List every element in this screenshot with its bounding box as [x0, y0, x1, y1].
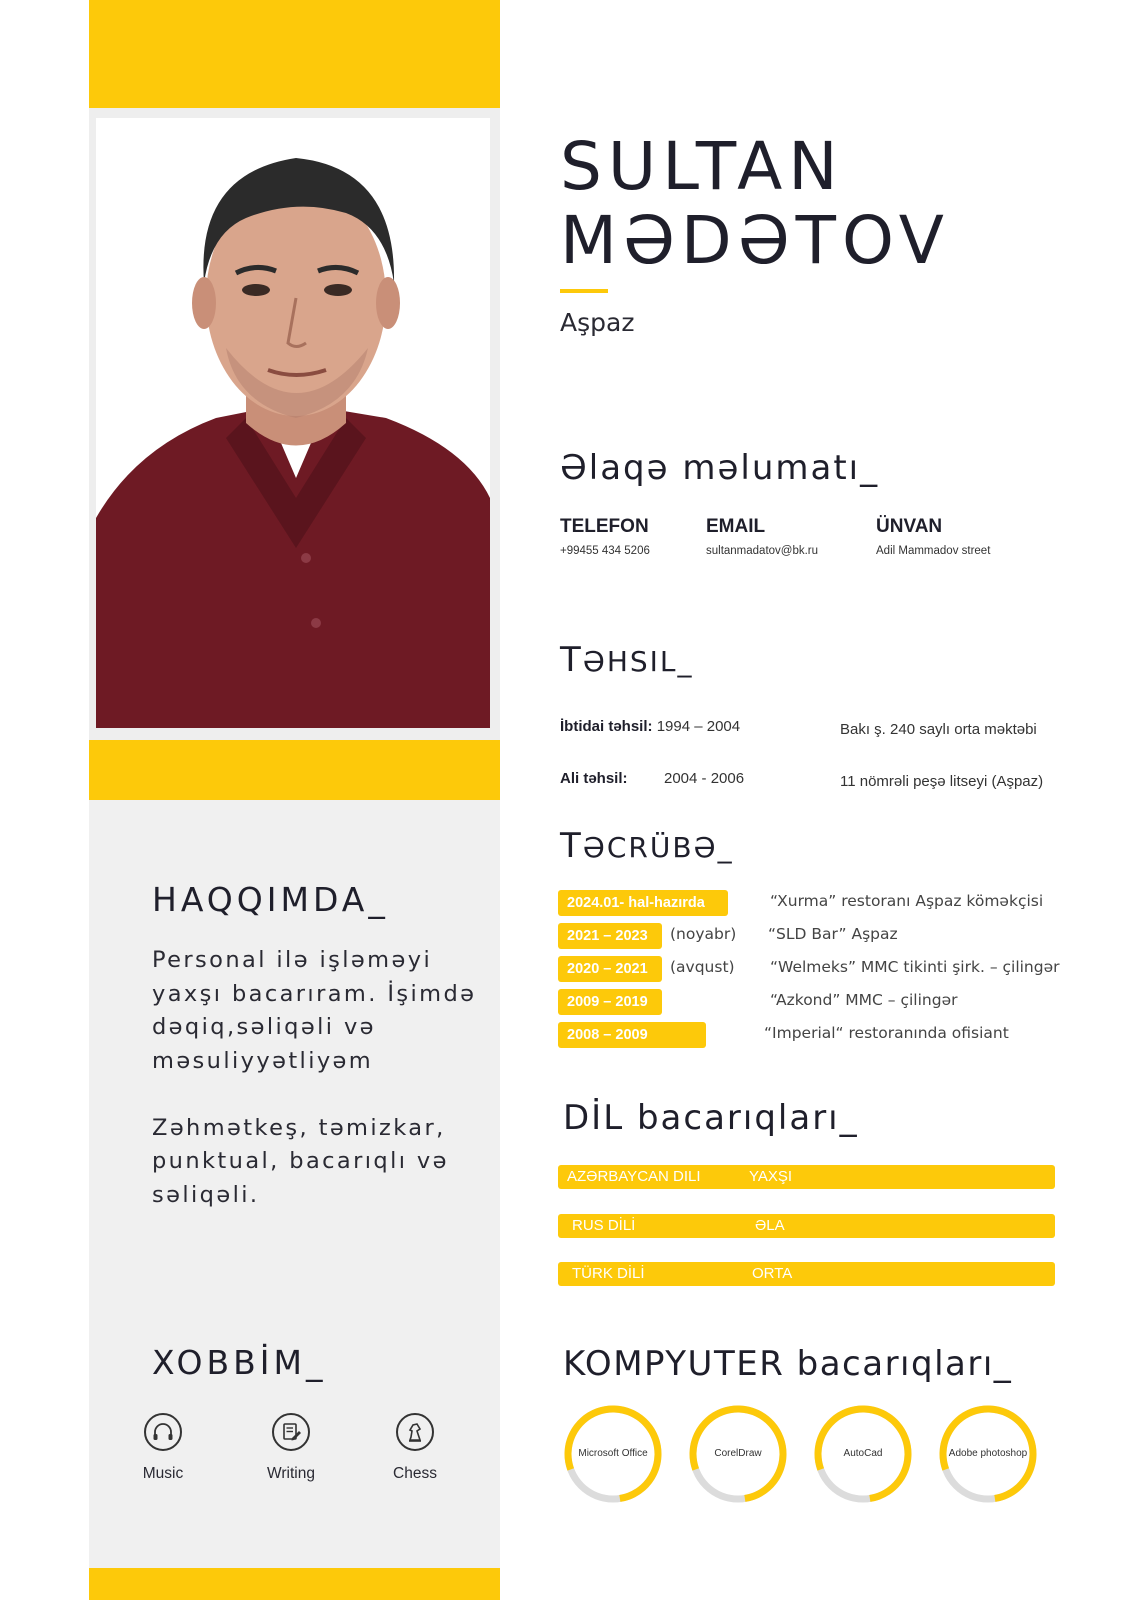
- last-name: MƏDƏTOV: [560, 202, 950, 279]
- language-level: ƏLA: [755, 1217, 785, 1234]
- experience-period: 2024.01- hal-hazırda: [558, 890, 728, 916]
- experience-text: “SLD Bar” Aşpaz: [768, 925, 898, 943]
- languages-title: DİL bacarıqları_: [563, 1098, 859, 1138]
- language-bar: [558, 1165, 1055, 1189]
- hobby-label: Writing: [267, 1465, 315, 1482]
- phone-value: +99455 434 5206: [560, 545, 650, 557]
- experience-period: 2020 – 2021: [558, 956, 662, 982]
- hobby-label: Chess: [393, 1465, 437, 1482]
- hobby-title: XOBBİM_: [152, 1343, 327, 1382]
- profile-photo: [96, 118, 490, 728]
- skill-label: AutoCad: [843, 1448, 883, 1459]
- skill-ring: [688, 1404, 788, 1504]
- language-level: ORTA: [752, 1265, 793, 1282]
- experience-title: [560, 826, 734, 866]
- writing-icon: [272, 1413, 310, 1451]
- experience-title-rest: ƏCRÜBƏ_: [582, 831, 734, 864]
- education-years: 1994 – 2004: [656, 718, 741, 735]
- education-label: İbtidai təhsil:: [560, 718, 653, 735]
- computer-title: KOMPYUTER bacarıqları_: [563, 1344, 1013, 1384]
- education-title-initial: T: [560, 640, 583, 680]
- experience-text: “Xurma” restoranı Aşpaz köməkçisi: [770, 892, 1044, 910]
- education-school: 11 nömrəli peşə litseyi (Aşpaz): [840, 773, 1044, 790]
- skill-label: CorelDraw: [714, 1448, 762, 1459]
- job-title: Aşpaz: [560, 308, 635, 337]
- experience-text: “Imperial“ restoranında ofisiant: [764, 1024, 1009, 1042]
- name-underline: [560, 289, 608, 293]
- email-value: sultanmadatov@bk.ru: [706, 545, 819, 557]
- education-title-rest: ƏHSIL_: [582, 645, 694, 678]
- chess-knight-icon: [396, 1413, 434, 1451]
- skill-ring: [938, 1404, 1038, 1504]
- education-row: [560, 770, 628, 787]
- education-years: 2004 - 2006: [664, 770, 745, 787]
- language-name: TÜRK DİLİ: [572, 1265, 645, 1282]
- headphones-icon: [144, 1413, 182, 1451]
- experience-note: (noyabr): [670, 925, 737, 943]
- first-name: SULTAN: [560, 128, 844, 205]
- education-row: [560, 718, 740, 735]
- about-title: HAQQIMDA_: [152, 880, 389, 919]
- language-name: AZƏRBAYCAN DILI: [567, 1168, 701, 1185]
- hobby-label: Music: [142, 1465, 184, 1482]
- education-title: [560, 640, 694, 680]
- experience-period: 2021 – 2023: [558, 923, 662, 949]
- about-text: Personal ilə işləməyi yaxşı bacarıram. İşimdə dəqiq,səliqəli və məsuliyyətliyəm Zəhmətkeş, təmizkar, punktual, bacarıqlı və səliqəli.: [152, 947, 477, 1208]
- contact-title: Əlaqə məlumatı_: [560, 448, 880, 488]
- mid-accent-block: [89, 740, 500, 800]
- experience-period: 2009 – 2019: [558, 989, 662, 1015]
- experience-note: (avqust): [670, 958, 735, 976]
- hobby-music: [118, 1413, 208, 1483]
- address-label: ÜNVAN: [876, 516, 943, 537]
- email-label: EMAIL: [706, 516, 766, 537]
- language-name: RUS DİLİ: [572, 1217, 636, 1234]
- experience-title-initial: T: [560, 826, 583, 866]
- experience-text: “Azkond” MMC – çilingər: [770, 991, 958, 1009]
- education-school: Bakı ş. 240 saylı orta məktəbi: [840, 721, 1037, 738]
- skill-label: Adobe photoshop: [948, 1448, 1028, 1459]
- address-value: Adil Mammadov street: [876, 545, 991, 557]
- full-name: [560, 130, 950, 278]
- skill-ring: [813, 1404, 913, 1504]
- bottom-accent-block: [89, 1568, 500, 1600]
- hobby-chess: [370, 1413, 460, 1483]
- education-label: Ali təhsil:: [560, 770, 628, 787]
- language-level: YAXŞI: [749, 1168, 793, 1185]
- experience-text: “Welmeks” MMC tikinti şirk. – çilingər: [770, 958, 1060, 976]
- experience-period: 2008 – 2009: [558, 1022, 706, 1048]
- top-accent-block: [89, 0, 500, 108]
- hobby-writing: [246, 1413, 336, 1483]
- skill-label: Microsoft Office: [578, 1448, 648, 1459]
- language-bar: [558, 1214, 1055, 1238]
- skill-ring: [563, 1404, 663, 1504]
- phone-label: TELEFON: [560, 516, 649, 537]
- language-bar: [558, 1262, 1055, 1286]
